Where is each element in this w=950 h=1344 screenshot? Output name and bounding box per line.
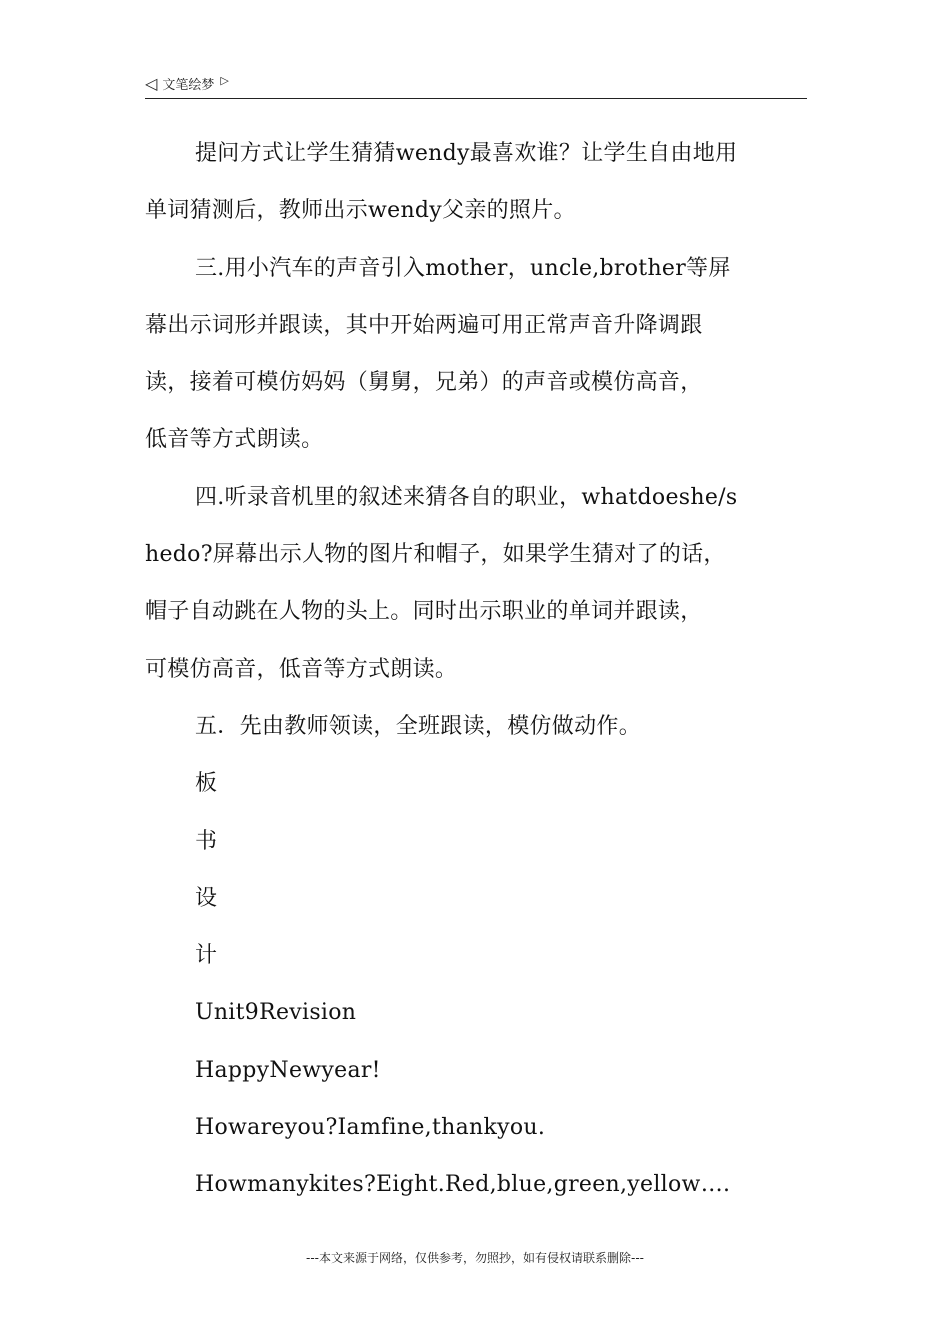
text-line: 单词猜测后，教师出示wendy父亲的照片。 [145, 198, 576, 224]
document-body [145, 125, 807, 1214]
text-line: 五．先由教师领读，全班跟读，模仿做动作。 [195, 713, 642, 739]
page-header [145, 72, 807, 99]
text-line: 书 [195, 828, 218, 854]
text-line: hedo?屏幕出示人物的图片和帽子，如果学生猜对了的话， [145, 542, 726, 568]
text-line: HappyNewyear! [195, 1057, 381, 1083]
text-line: Howareyou?Iamfine,thankyou. [195, 1115, 546, 1141]
text-line: 可模仿高音，低音等方式朗读。 [145, 656, 458, 682]
text-line: 三.用小汽车的声音引入mother，uncle,brother等屏 [195, 255, 731, 281]
text-line: 读，接着可模仿妈妈（舅舅，兄弟）的声音或模仿高音， [145, 370, 703, 396]
text-line: 计 [195, 943, 218, 969]
header-title: 文笔绘梦 [162, 78, 215, 93]
text-line: 四.听录音机里的叙述来猜各自的职业，whatdoeshe/s [195, 484, 738, 510]
triangle-left-icon: ◁ [145, 73, 158, 93]
text-line: Howmanykites?Eight.Red,blue,green,yellow…. [195, 1172, 731, 1198]
text-line: 板 [195, 771, 218, 797]
page-footer: ---本文来源于网络，仅供参考，勿照抄，如有侵权请联系删除--- [306, 1251, 644, 1265]
text-line: 提问方式让学生猜猜wendy最喜欢谁？让学生自由地用 [195, 141, 738, 166]
text-line: 低音等方式朗读。 [145, 427, 324, 453]
text-line: 设 [195, 885, 218, 911]
triangle-right-icon: ▷ [220, 74, 229, 87]
text-line: 帽子自动跳在人物的头上。同时出示职业的单词并跟读， [145, 599, 703, 625]
text-line: Unit9Revision [195, 1000, 357, 1026]
text-line: 幕出示词形并跟读，其中开始两遍可用正常声音升降调跟 [145, 312, 703, 338]
header-brand [145, 74, 229, 93]
